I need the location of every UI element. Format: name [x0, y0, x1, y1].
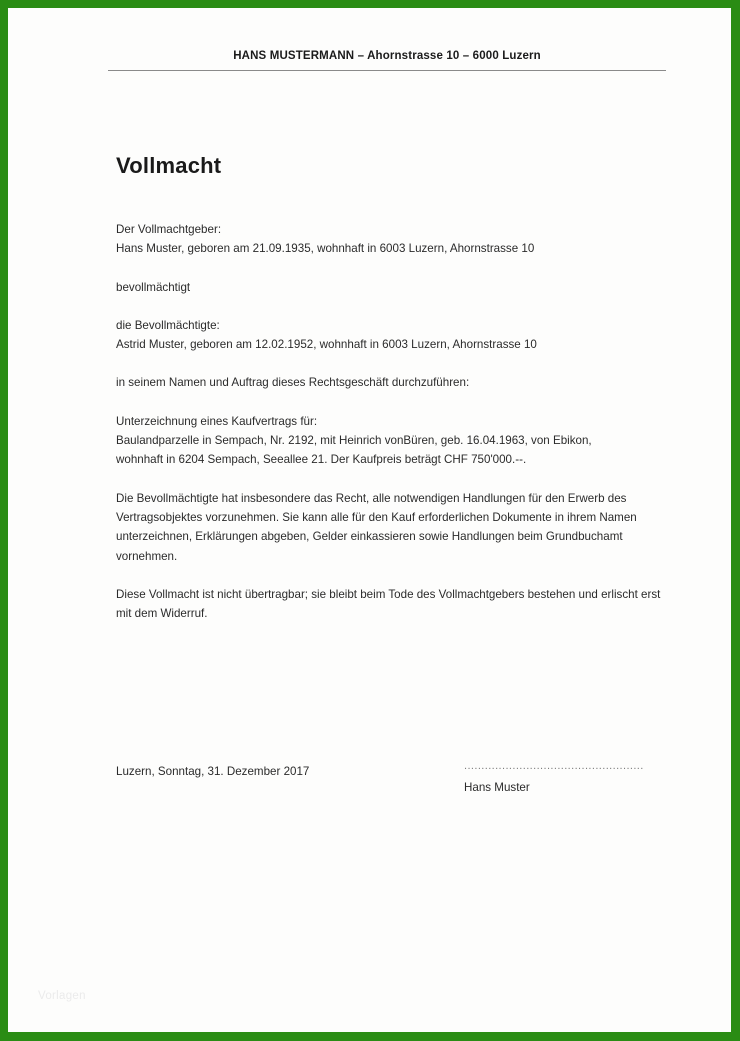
letterhead: [108, 50, 666, 71]
paragraph-purpose: [116, 373, 676, 392]
paragraph-grantor: [116, 220, 676, 259]
paragraph-line: Hans Muster, geboren am 21.09.1935, wohnhaft in 6003 Luzern, Ahornstrasse 10: [116, 242, 535, 256]
signature-block: [464, 761, 644, 794]
signature-line: ....................................................: [464, 761, 644, 771]
paragraph-subject: [116, 412, 676, 470]
paragraph-line: in seinem Namen und Auftrag dieses Rechtsgeschäft durchzuführen:: [116, 376, 470, 390]
watermark-label: Vorlagen: [38, 990, 86, 1002]
letterhead-text: HANS MUSTERMANN – Ahornstrasse 10 – 6000 Luzern: [233, 50, 541, 62]
paragraph-line: Der Vollmachtgeber:: [116, 223, 222, 236]
paragraph-powers: Die Bevollmächtigte hat insbesondere das Recht, alle notwendigen Handlungen für den Erwerb des Vertragsobjektes vorzunehmen. Sie kann alle für den Kauf erforderlichen Dokumente in ihrem Namen unterzeichnen, Erklärungen abgeben, Gelder einkassieren sowie Handlungen beim Grundbuchamt vornehmen.: [116, 491, 637, 563]
document-title: Vollmacht: [116, 153, 222, 178]
paragraph-line: Baulandparzelle in Sempach, Nr. 2192, mit Heinrich vonBüren, geb. 16.04.1963, von Ebikon,: [116, 434, 592, 448]
signer-name: Hans Muster: [464, 781, 530, 794]
paragraph-line: wohnhaft in 6204 Sempach, Seeallee 21. Der Kaufpreis beträgt CHF 750'000.--.: [116, 453, 527, 467]
paragraph-validity: Diese Vollmacht ist nicht übertragbar; sie bleibt beim Tode des Vollmachtgebers bestehen und erlischt erst mit dem Widerruf.: [116, 587, 661, 621]
paragraph-line: Astrid Muster, geboren am 12.02.1952, wohnhaft in 6003 Luzern, Ahornstrasse 10: [116, 338, 537, 352]
document-body: [116, 220, 676, 623]
paragraph-line: Unterzeichnung eines Kaufvertrags für:: [116, 414, 318, 428]
paragraph-grantee: [116, 316, 676, 355]
paragraph-authorizes: [116, 278, 676, 297]
document-sheet: [8, 8, 731, 1032]
letterhead-divider: [108, 70, 666, 71]
place-and-date: Luzern, Sonntag, 31. Dezember 2017: [116, 765, 310, 778]
paragraph-line: bevollmächtigt: [116, 280, 191, 294]
paragraph-line: die Bevollmächtigte:: [116, 318, 220, 332]
